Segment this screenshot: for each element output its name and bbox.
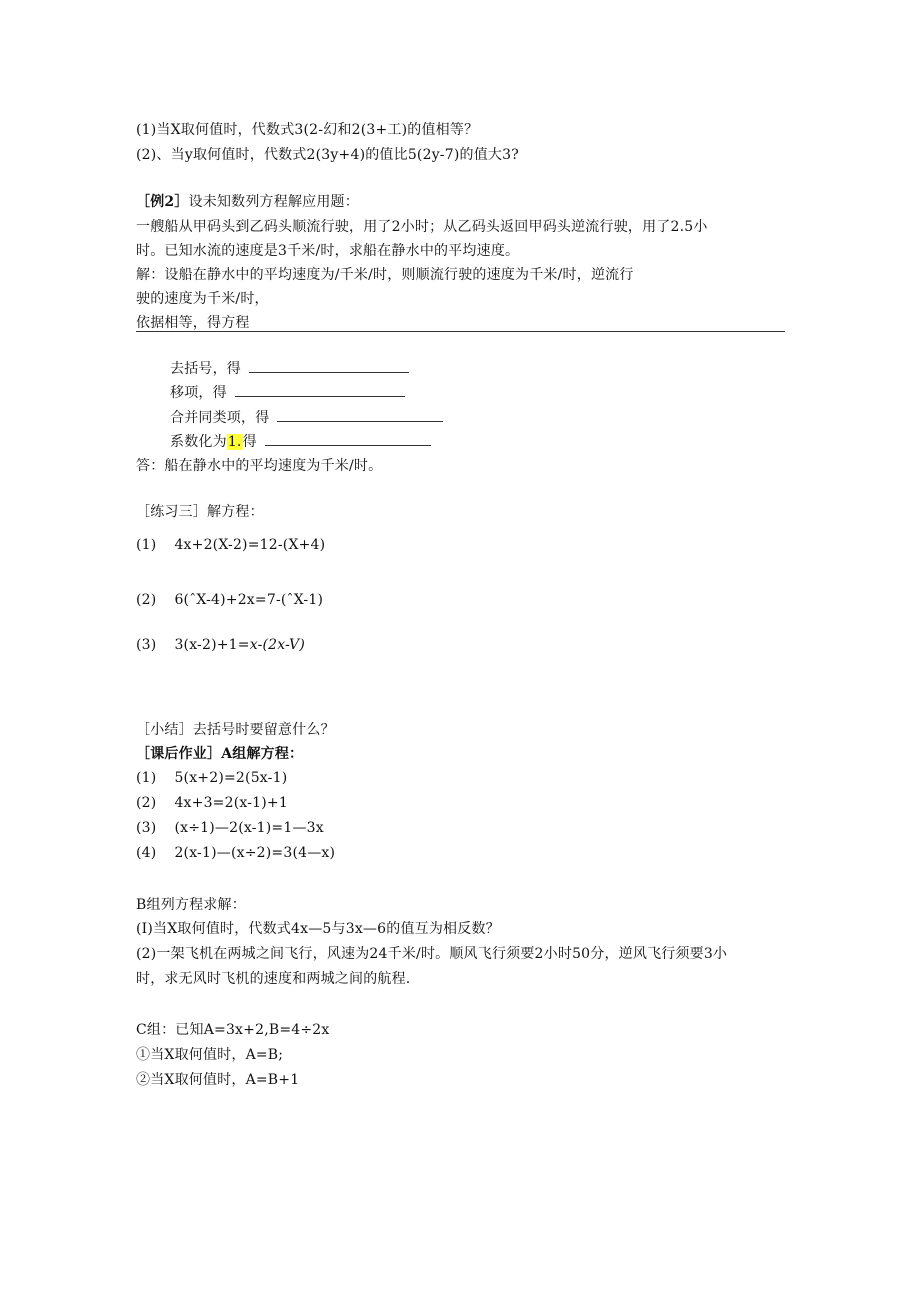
homework-a-item-2	[136, 793, 288, 813]
question-2: (2)、当y取何值时，代数式2(3y+4)的值比5(2y-7)的值大3?	[136, 147, 519, 163]
homework-a-item-3-equation: (x÷1)—2(x-1)=1—3x	[174, 820, 324, 836]
solution-line-2: 驶的速度为千米/时，	[136, 291, 269, 307]
practice-3-item-1-number: (1)	[136, 537, 157, 553]
practice-3-item-1	[136, 535, 325, 555]
practice-3-item-3	[136, 635, 305, 655]
solution-line-3: 依据相等，得方程	[136, 315, 250, 331]
step-coefficient-de: 得	[242, 434, 257, 450]
example-2-line-2: 时。已知水流的速度是3千米/时，求船在静水中的平均速度。	[136, 243, 520, 259]
step-combine-blank	[277, 407, 443, 422]
group-b-item-1: (I)当X取何值时，代数式4x—5与3x—6的值互为相反数？	[136, 921, 500, 937]
homework-a-item-4-number: (4)	[136, 845, 157, 861]
homework-a-item-4	[136, 843, 335, 863]
summary-line: ［小结］去括号时要留意什么？	[136, 722, 335, 738]
example-2-text: 设未知数列方程解应用题：	[188, 194, 359, 210]
practice-3-item-2	[136, 590, 323, 610]
step-remove-brackets-blank	[249, 358, 409, 373]
group-c-item-2: ②当X取何值时，A=B+1	[136, 1072, 300, 1088]
practice-3-item-2-equation: 6(ˆX-4)+2x=7-(ˆX-1)	[174, 592, 324, 608]
highlighted-number: 1.	[227, 434, 242, 450]
question-1: (1)当X取何值时，代数式3(2-幻和2(3+工)的值相等？	[136, 122, 479, 138]
homework-a-item-2-number: (2)	[136, 795, 157, 811]
group-c-item-1: ①当X取何值时，A=B;	[136, 1047, 284, 1063]
step-coefficient-to-one	[170, 431, 431, 452]
practice-3-item-3-equation-left: 3(x-2)+1=	[174, 637, 250, 653]
practice-3-item-3-equation-right: x-(2x-V)	[249, 637, 306, 653]
step-remove-brackets-label: 去括号，得	[170, 361, 241, 377]
homework-a-item-1-equation: 5(x+2)=2(5x-1)	[174, 770, 288, 786]
step-combine-like-terms	[170, 407, 443, 428]
group-c-title: C组：已知A=3x+2,B=4÷2x	[136, 1022, 330, 1038]
homework-a-item-4-equation: 2(x-1)—(x÷2)=3(4—x)	[174, 845, 336, 861]
example-2-heading	[136, 192, 359, 212]
homework-a-item-1	[136, 768, 287, 788]
step-transpose	[170, 382, 405, 403]
equation-fill-line	[136, 331, 785, 332]
step-transpose-label: 移项，得	[170, 385, 227, 401]
homework-a-item-3	[136, 818, 324, 838]
example-2-label: ［例2］	[136, 194, 189, 210]
step-coefficient-label: 系数化为	[170, 434, 227, 450]
step-remove-brackets	[170, 358, 409, 379]
answer-line: 答：船在静水中的平均速度为千米/时。	[136, 458, 383, 474]
homework-a-item-2-equation: 4x+3=2(x-1)+1	[174, 795, 288, 811]
step-transpose-blank	[235, 382, 405, 397]
example-2-line-1: 一艘船从甲码头到乙码头顺流行驶，用了2小时；从乙码头返回甲码头逆流行驶，用了2.5小	[136, 219, 708, 235]
homework-a-item-3-number: (3)	[136, 820, 157, 836]
step-combine-label: 合并同类项，得	[170, 410, 270, 426]
practice-3-title: ［练习三］解方程：	[136, 504, 264, 520]
practice-3-item-1-equation: 4x+2(X-2)=12-(X+4)	[174, 537, 326, 553]
step-coefficient-blank	[265, 431, 431, 446]
solution-line-1: 解：设船在静水中的平均速度为/千米/时，则顺流行驶的速度为千米/时，逆流行	[136, 267, 634, 283]
group-b-item-2-line-2: 时，求无风时飞机的速度和两城之间的航程.	[136, 971, 411, 987]
group-b-item-2-line-1: (2)一架飞机在两城之间飞行，风速为24千米/时。顺风飞行须要2小时50分，逆风飞行须要3小	[136, 946, 728, 962]
homework-a-item-1-number: (1)	[136, 770, 157, 786]
group-b-title: B组列方程求解：	[136, 897, 246, 913]
homework-title: ［课后作业］A组解方程：	[136, 746, 304, 762]
practice-3-item-3-number: (3)	[136, 637, 157, 653]
practice-3-item-2-number: (2)	[136, 592, 157, 608]
